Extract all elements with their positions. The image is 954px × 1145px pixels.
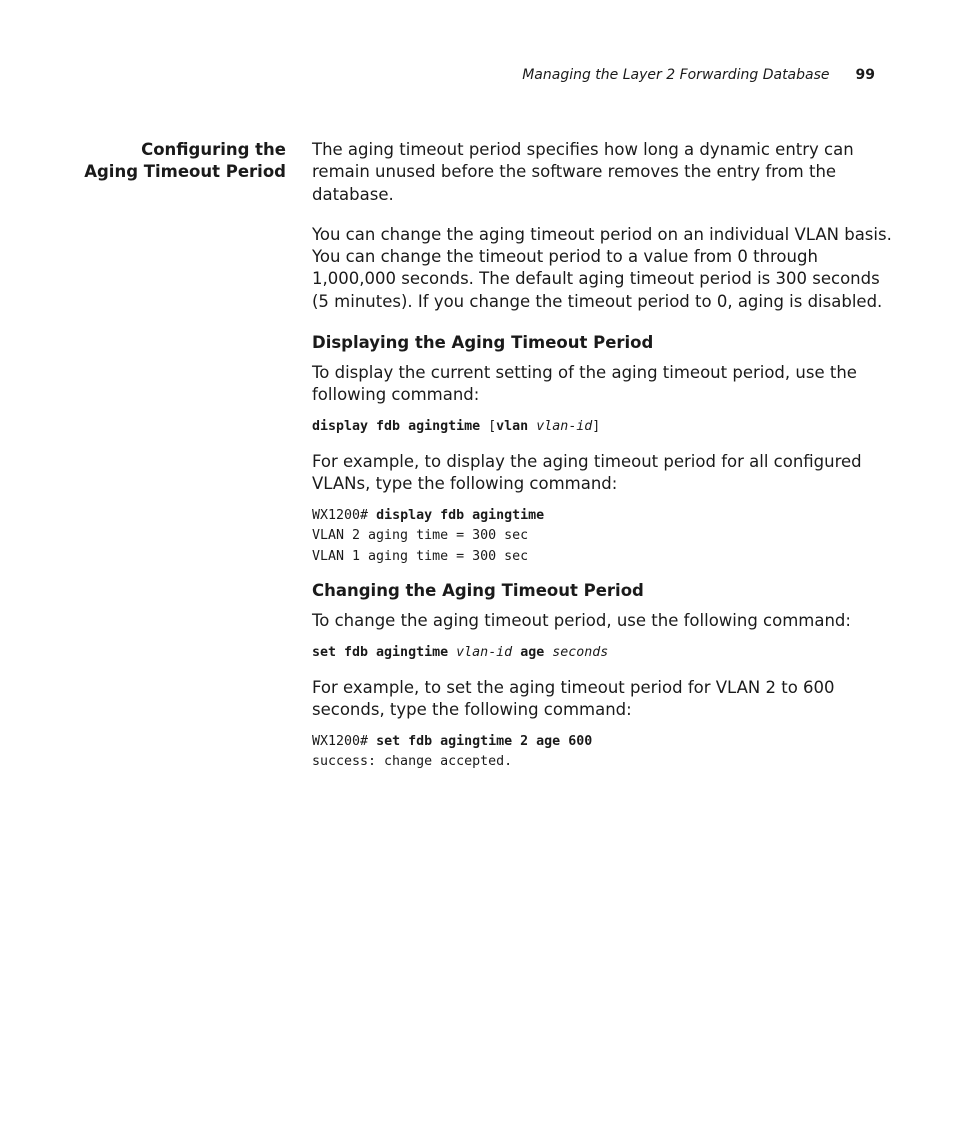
change-syntax-arg-part1: vlan xyxy=(456,644,489,660)
change-example-output-line1: success: change accepted. xyxy=(312,754,513,770)
display-syntax-bracket-open: [ xyxy=(488,418,497,434)
change-syntax xyxy=(312,643,892,664)
running-title: Managing the Layer 2 Forwarding Database xyxy=(522,67,830,83)
display-subheading: Displaying the Aging Timeout Period xyxy=(312,333,654,353)
change-syntax-keyword: age xyxy=(520,644,545,660)
display-syntax xyxy=(312,417,892,438)
display-syntax-arg-part1: vlan xyxy=(536,418,569,434)
display-syntax-hyphen: - xyxy=(568,418,577,434)
change-syntax-arg2: seconds xyxy=(552,644,609,660)
display-example-output-line1: VLAN 2 aging time = 300 sec xyxy=(312,528,529,544)
running-header xyxy=(522,67,875,83)
display-example-intro: For example, to display the aging timeout period for all configured VLANs, type the following command: xyxy=(312,452,862,494)
display-example-command-line xyxy=(312,506,892,527)
section-heading xyxy=(60,139,286,183)
page-number: 99 xyxy=(855,67,875,83)
section-heading-line1: Configuring the xyxy=(141,140,286,159)
change-example-command-line xyxy=(312,732,892,753)
display-syntax-arg-part2: id xyxy=(576,418,593,434)
intro-paragraph: The aging timeout period specifies how long a dynamic entry can remain unused before the software removes the entry from the database. xyxy=(312,140,854,204)
range-paragraph: You can change the aging timeout period on an individual VLAN basis. You can change the timeout period to a value from 0 through 1,000,000 seconds. The default aging timeout period is 300 seconds (5 minutes). If you change the timeout period to 0, aging is disabled. xyxy=(312,224,892,311)
display-example-output-line2: VLAN 1 aging time = 300 sec xyxy=(312,548,529,564)
change-example-command: set fdb agingtime 2 age 600 xyxy=(376,733,593,749)
display-example xyxy=(312,506,892,568)
change-syntax-hyphen: - xyxy=(488,644,497,660)
change-example-prompt: WX1200# xyxy=(312,733,369,749)
display-example-prompt: WX1200# xyxy=(312,507,369,523)
change-subheading: Changing the Aging Timeout Period xyxy=(312,581,644,601)
section-body xyxy=(312,139,892,773)
display-intro-paragraph: To display the current setting of the aging timeout period, use the following command: xyxy=(312,363,857,405)
change-example xyxy=(312,732,892,773)
display-syntax-keyword: vlan xyxy=(496,418,529,434)
display-syntax-command: display fdb agingtime xyxy=(312,418,481,434)
section-heading-line2: Aging Timeout Period xyxy=(84,162,286,181)
change-syntax-command: set fdb agingtime xyxy=(312,644,449,660)
change-syntax-arg-part2: id xyxy=(496,644,513,660)
change-intro-paragraph: To change the aging timeout period, use the following command: xyxy=(312,611,851,631)
change-example-intro: For example, to set the aging timeout period for VLAN 2 to 600 seconds, type the following command: xyxy=(312,678,835,720)
display-example-command: display fdb agingtime xyxy=(376,507,545,523)
display-syntax-bracket-close: ] xyxy=(592,418,601,434)
